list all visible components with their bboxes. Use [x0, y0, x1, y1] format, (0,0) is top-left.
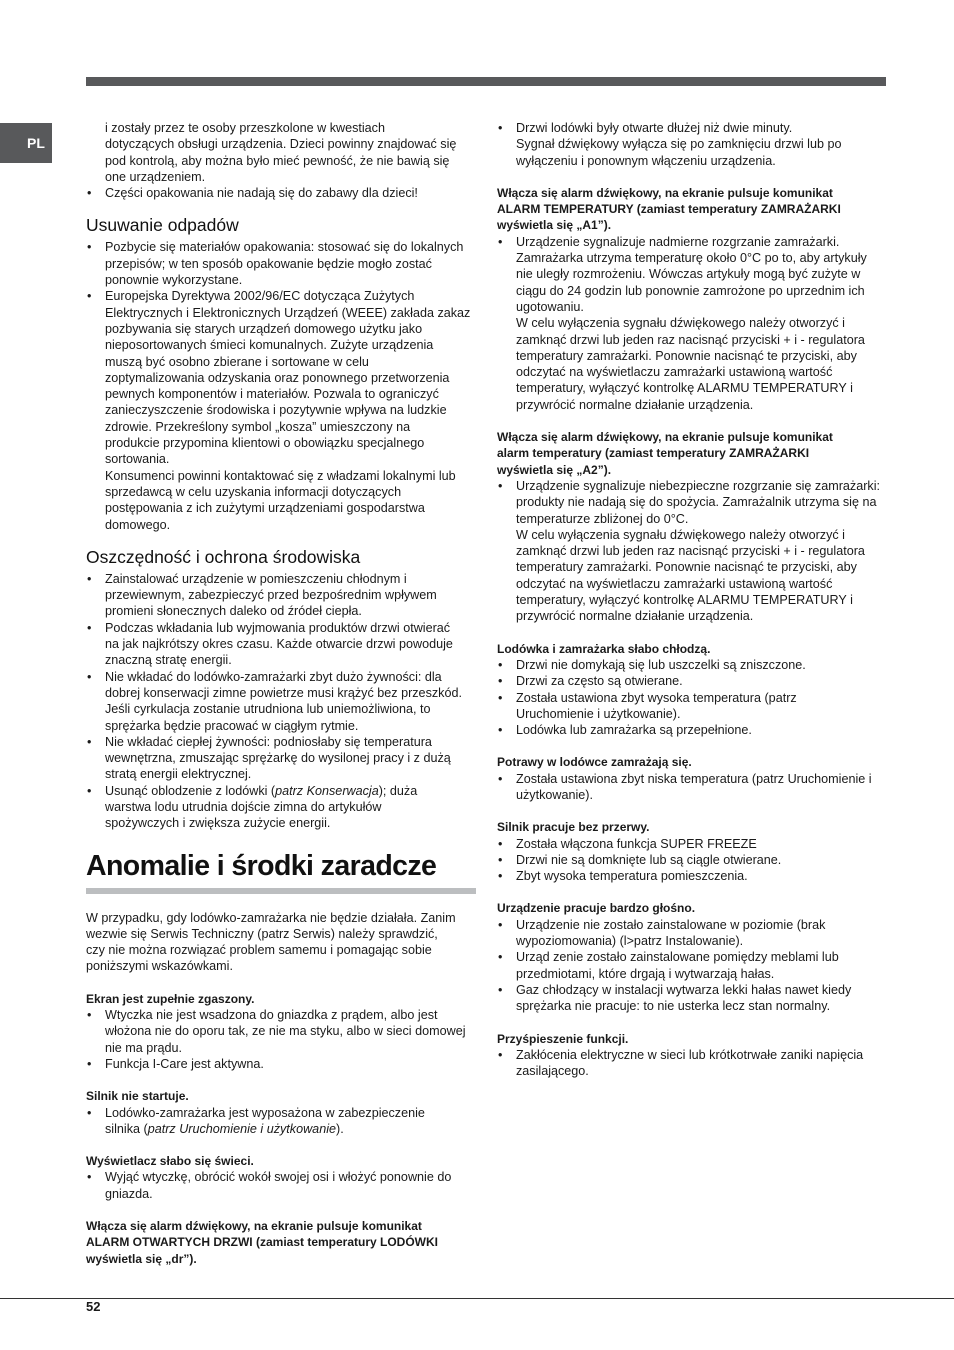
problem-list	[497, 478, 887, 625]
problem-heading: Przyśpieszenie funkcji.	[497, 1031, 629, 1046]
language-tab: PL	[0, 123, 52, 163]
list-item: • Drzwi lodówki były otwarte dłużej niż dwie minuty. Sygnał dźwiękowy wyłącza się po zamknięciu drzwi lub po wyłączeniu i ponownym włączeniu urządzenia.	[497, 120, 887, 169]
intro-text	[86, 120, 476, 185]
list-item: • Pozbycie się materiałów opakowania: stosować się do lokalnych przepisów; w ten sposób opakowanie będzie mogło zostać ponownie wykorzystane.	[86, 239, 476, 288]
list-item: • Gaz chłodzący w instalacji wytwarza lekki hałas nawet kiedy sprężarka nie pracuje: to nie usterka lecz stan normalny.	[497, 982, 887, 1015]
problem-heading: Włącza się alarm dźwiękowy, na ekranie pulsuje komunikat ALARM TEMPERATURY (zamiast temperatury ZAMRAŻARKI wyświetla się „A1”).	[497, 185, 841, 233]
problem-list	[497, 917, 887, 1015]
list-item: • Została włączona funkcja SUPER FREEZE	[497, 836, 887, 852]
problem-list	[497, 1047, 887, 1080]
right-column	[497, 120, 887, 1079]
problem-heading: Włącza się alarm dźwiękowy, na ekranie pulsuje komunikat ALARM OTWARTYCH DRZWI (zamiast temperatury LODÓWKI wyświetla się „dr”).	[86, 1219, 439, 1266]
waste-list	[86, 239, 476, 532]
list-item: • Została ustawiona zbyt niska temperatura (patrz Uruchomienie i użytkowanie).	[497, 771, 887, 804]
problem-list	[497, 771, 887, 804]
problem-heading: Ekran jest zupełnie zgaszony.	[86, 991, 255, 1006]
problem-list	[497, 234, 887, 413]
header-bar	[86, 77, 886, 86]
problem-list	[86, 1105, 476, 1138]
list-item: • Zakłócenia elektryczne w sieci lub krótkotrwałe zaniki napięcia zasilającego.	[497, 1047, 887, 1080]
list-item: • Urządzenie nie zostało zainstalowane w poziomie (brak wypoziomowania) (l>patrz Instalowanie).	[497, 917, 887, 950]
page-number: 52	[86, 1299, 101, 1314]
title-rule	[86, 888, 476, 894]
problem-heading: Włącza się alarm dźwiękowy, na ekranie pulsuje komunikat alarm temperatury (zamiast temperatury ZAMRAŻARKI wyświetla się „A2”).	[497, 430, 833, 477]
problem-heading: Lodówka i zamrażarka słabo chłodzą.	[497, 641, 711, 656]
list-item: • Zbyt wysoka temperatura pomieszczenia.	[497, 868, 887, 884]
list-item: • Wyjąć wtyczkę, obrócić wokół swojej osi i włożyć ponownie do gniazda.	[86, 1169, 476, 1202]
list-item: • Urządzenie sygnalizuje niebezpieczne rozgrzanie się zamrażarki: produkty nie nadają się do spożycia. Zamrażalnik utrzyma się na temperaturze zbliżonej do 0°C. W celu wyłączenia sygnału dźwiękowego należy otworzyć i zamknąć drzwi lub jeden raz nacisnąć przyciski + i - regulatora temperatury zamrażarki. Ponownie nacisnąć te przyciski, aby odczytać na wyświetlaczu zamrażarki ustawioną wartość temperatury, wyłączyć kontrolkę ALARMU TEMPERATURY i przywrócić normalne działanie urządzenia.	[497, 478, 887, 625]
page-title: Anomalie i środki zaradcze	[86, 849, 437, 882]
text-line: pod kontrolą, aby można było mieć pewność, że nie bawią się	[105, 153, 450, 168]
problem-list	[86, 1007, 476, 1072]
list-item: • Nie wkładać do lodówko-zamrażarki zbyt dużo żywności: dla dobrej konserwacji zimne powietrze musi krążyć bez przeszkód. Jeśli cyrkulacja zostanie utrudniona lub uniemożliwiona, to sprężarka będzie pracować w ciągłym rytmie.	[86, 669, 476, 734]
problem-heading: Silnik nie startuje.	[86, 1089, 189, 1104]
list-item: • Usunąć oblodzenie z lodówki (patrz Konserwacja); duża warstwa lodu utrudnia dojście zimna do artykułów spożywczych i zwiększa zużycie energii.	[86, 783, 476, 832]
list-item: • Urządzenie sygnalizuje nadmierne rozgrzanie zamrażarki. Zamrażarka utrzyma temperaturę około 0°C po to, aby artykuły nie uległy rozmrożeniu. Wówczas artykuły mogą być zużyte w ciągu do 24 godzin lub ponownie zamrożone po uprzednim ich ugotowaniu. W celu wyłączenia sygnału dźwiękowego należy otworzyć i zamknąć drzwi lub jeden raz nacisnąć przyciski + i - regulatora temperatury zamrażarki. Ponownie nacisnąć te przyciski, aby odczytać na wyświetlaczu zamrażarki ustawioną wartość temperatury, wyłączyć kontrolkę ALARMU TEMPERATURY i przywrócić normalne działanie urządzenia.	[497, 234, 887, 413]
footer-rule	[0, 1298, 954, 1299]
list-item: • Drzwi nie domykają się lub uszczelki są zniszczone.	[497, 657, 887, 673]
list-item: • Lodówka lub zamrażarka są przepełnione.	[497, 722, 887, 738]
list-item: • Funkcja I-Care jest aktywna.	[86, 1056, 476, 1072]
saving-list	[86, 571, 476, 832]
text-line: one urządzeniem.	[105, 169, 206, 184]
section-title-saving: Oszczędność i ochrona środowiska	[86, 546, 361, 567]
list-item: • Drzwi za często są otwierane.	[497, 673, 887, 689]
list-item: • Europejska Dyrektywa 2002/96/EC dotycząca Zużytych Elektrycznych i Elektronicznych Urządzeń (WEEE) zakłada zakaz pozbywania się starych urządzeń domowego użytku jako nieposortowanych śmieci komunalnych. Zużyte urządzenia muszą być osobno zbierane i sortowane w celu zoptymalizowania odzyskania oraz ponownego przetworzenia pewnych komponentów i materiałów. Pozwala to ograniczyć zanieczyszczenie środowiska i pozytywnie wpływa na ludzkie zdrowie. Przekreślony symbol „kosza” umieszczony na produkcie przypomina klientowi o obowiązku specjalnego sortowania. Konsumenci powinni kontaktować się z władzami lokalnymi lub sprzedawcą w celu uzyskania informacji dotyczących postępowania z ich zużytymi urządzeniami gospodarstwa domowego.	[86, 288, 476, 532]
problem-heading: Urządzenie pracuje bardzo głośno.	[497, 901, 696, 916]
list-item: • Została ustawiona zbyt wysoka temperatura (patrz Uruchomienie i użytkowanie).	[497, 690, 887, 723]
problem-list	[497, 836, 887, 885]
list-item: • Urząd zenie zostało zainstalowane pomiędzy meblami lub przedmiotami, które drgają i wytwarzają hałas.	[497, 949, 887, 982]
problem-list	[497, 657, 887, 738]
section-title-waste: Usuwanie odpadów	[86, 215, 239, 236]
list-item: • Zainstalować urządzenie w pomieszczeniu chłodnym i przewiewnym, zabezpieczyć przed bezpośrednim wpływem promieni słonecznych daleko od źródeł ciepła.	[86, 571, 476, 620]
list-item: • Drzwi nie są domknięte lub są ciągle otwierane.	[497, 852, 887, 868]
text-line: dotyczących obsługi urządzenia. Dzieci powinny znajdować się	[105, 137, 457, 152]
list-item: • Wtyczka nie jest wsadzona do gniazdka z prądem, albo jest włożona nie do oporu tak, ze nie ma styku, albo w sieci domowej nie ma prądu.	[86, 1007, 476, 1056]
text-line: i zostały przez te osoby przeszkolone w kwestiach	[105, 121, 385, 135]
left-column	[86, 120, 476, 1267]
problem-heading: Wyświetlacz słabo się świeci.	[86, 1154, 254, 1169]
problem-heading: Potrawy w lodówce zamrażają się.	[497, 755, 692, 770]
list-item: • Części opakowania nie nadają się do zabawy dla dzieci!	[86, 185, 476, 201]
problem-heading: Silnik pracuje bez przerwy.	[497, 820, 650, 835]
problem-list	[497, 120, 887, 169]
anomalies-intro: W przypadku, gdy lodówko-zamrażarka nie będzie działała. Zanim wezwie się Serwis Techniczny (patrz Serwis) należy sprawdzić, czy nie można rozwiązać problem samemu i pomagając sobie poniższymi wskazówkami.	[86, 910, 456, 974]
list-item: • Podczas wkładania lub wyjmowania produktów drzwi otwierać na jak najkrótszy okres czasu. Każde otwarcie drzwi powoduje znaczną stratę energii.	[86, 620, 476, 669]
intro-list	[86, 185, 476, 201]
list-item: • Lodówko-zamrażarka jest wyposażona w zabezpieczenie silnika (patrz Uruchomienie i użytkowanie).	[86, 1105, 476, 1138]
problem-list	[86, 1169, 476, 1202]
list-item: • Nie wkładać ciepłej żywności: podniosłaby się temperatura wewnętrzna, zmuszając sprężarkę do wysilonej pracy i z dużą stratą energii elektrycznej.	[86, 734, 476, 783]
